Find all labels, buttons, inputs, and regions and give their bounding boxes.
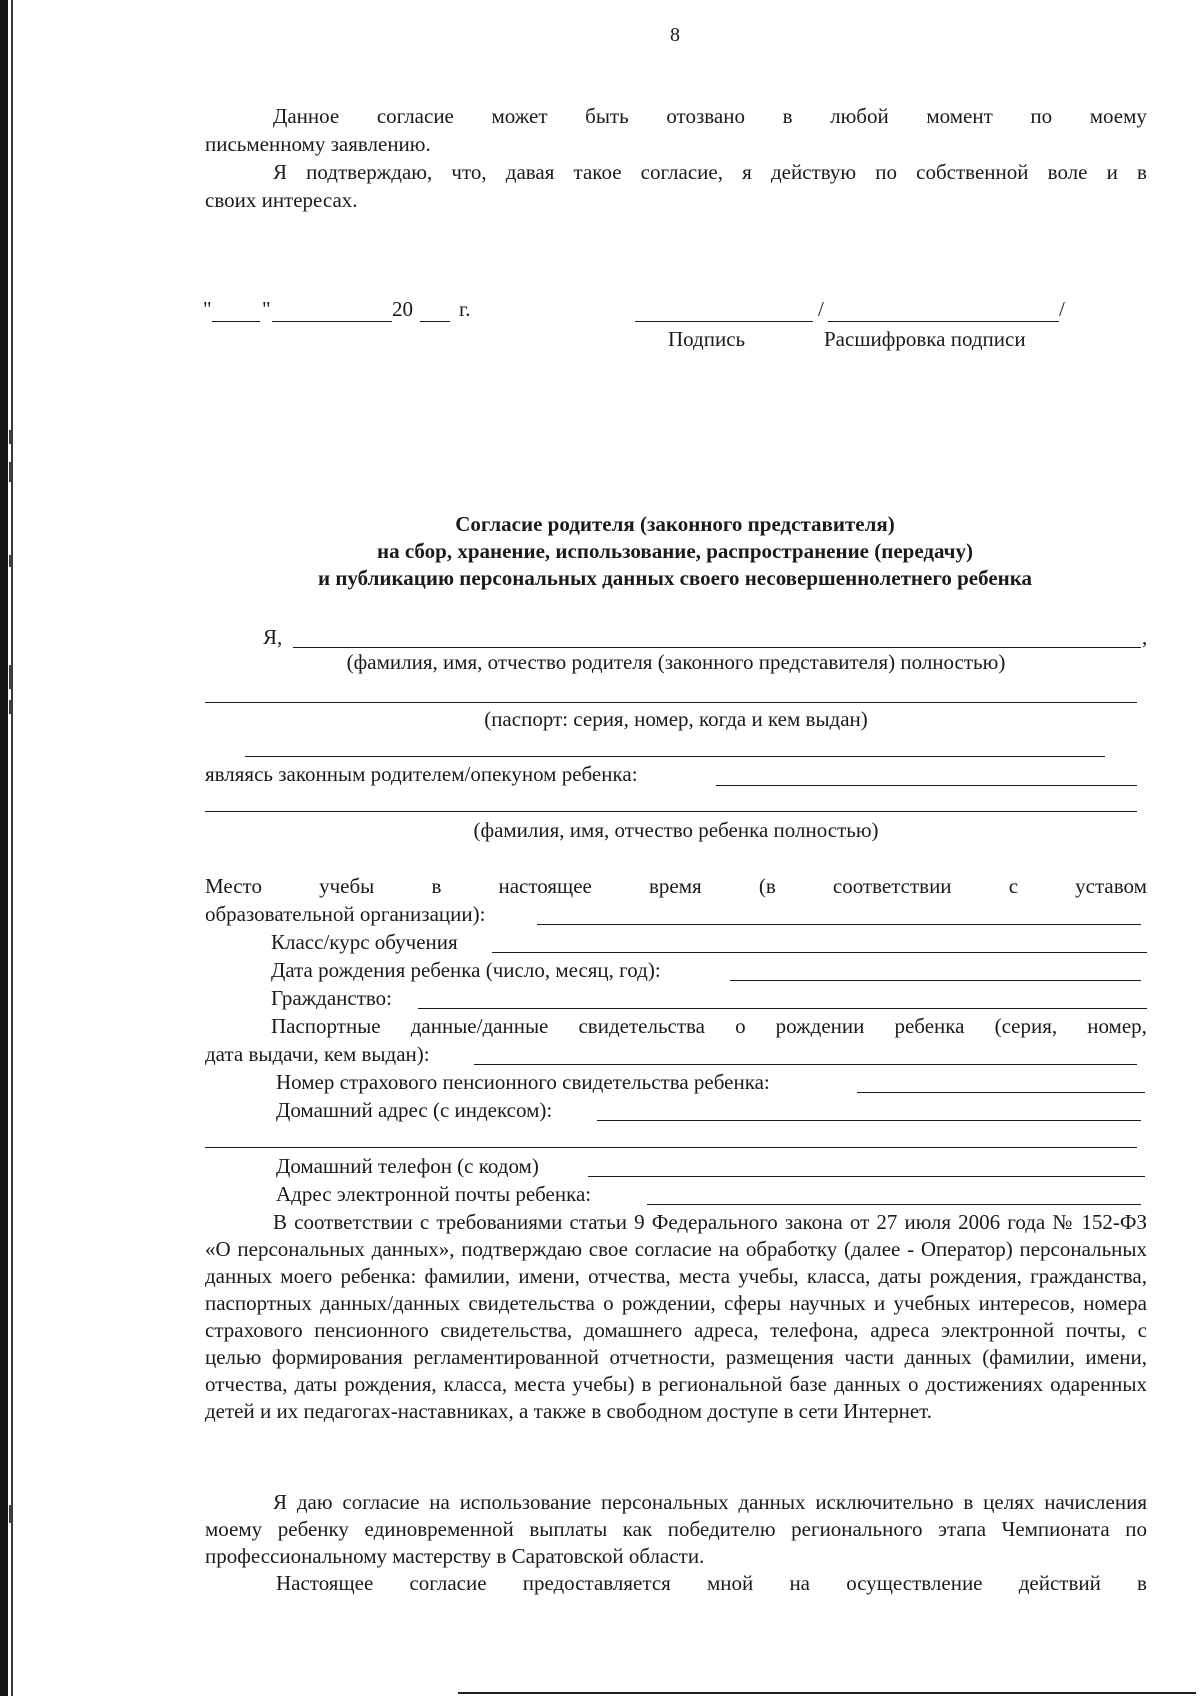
usage-paragraph: Я даю согласие на использование персональных данных исключительно в целях начисления моему ребенку единовременной выплаты как победителю регионального этапа Чемпионата по профессиональному мастерству в Саратовской области. [205, 1490, 1147, 1568]
snils-label: Номер страхового пенсионного свидетельства ребенка: [276, 1070, 770, 1094]
parent-name-caption: (фамилия, имя, отчество родителя (законного представителя) полностью) [346, 650, 1006, 674]
intro-line-2: Я подтверждаю, что, давая такое согласие, я действую по собственной воле и в [273, 160, 1147, 184]
address-field-2[interactable] [205, 1147, 1137, 1148]
class-label: Класс/курс обучения [271, 930, 458, 954]
intro-line-1: Данное согласие может быть отозвано в любой момент по моему [273, 104, 1147, 128]
documents-field[interactable] [474, 1064, 1137, 1065]
bottom-rule [458, 1692, 1196, 1694]
scan-mark [9, 700, 11, 714]
documents-line: Паспортные данные/данные свидетельства о рождении ребенка (серия, номер, [271, 1014, 1147, 1038]
snils-field[interactable] [857, 1092, 1145, 1093]
title-line-1: Согласие родителя (законного представителя) [455, 512, 895, 536]
birth-date-field[interactable] [730, 980, 1141, 981]
scan-mark [9, 665, 11, 689]
documents-label: дата выдачи, кем выдан): [205, 1042, 430, 1066]
consent-paragraph: В соответствии с требованиями статьи 9 Федерального закона от 27 июля 2006 года № 152-ФЗ «О персональных данных», подтверждаю свое согласие на обработку (далее - Оператор) персональных данных моего ребенка: фамилии, имени, отчества, места учебы, класса, даты рождения, гражданства, паспортных данных/данных свидетельства о рождении, сферы научных и учебных интересов, номера страхового пенсионного свидетельства, домашнего адреса, телефона, адреса электронной почты, с целью формирования регламентированной отчетности, размещения части данных (фамилии, имени, отчества, даты рождения, класса, места учебы) в региональной базе данных о достижениях одаренных детей и их педагогах-наставниках, а также в свободном доступе в сети Интернет. [205, 1210, 1147, 1423]
child-name-field[interactable] [716, 785, 1137, 786]
passport-field[interactable] [205, 702, 1137, 703]
study-place-label: образовательной организации): [205, 902, 486, 926]
signature-decode-label: Расшифровка подписи [824, 327, 1026, 351]
citizenship-field[interactable] [418, 1008, 1147, 1009]
passport-caption: (паспорт: серия, номер, когда и кем выдан) [484, 707, 868, 731]
address-field[interactable] [597, 1120, 1141, 1121]
parent-name-field[interactable] [293, 647, 1141, 648]
signature-label: Подпись [668, 327, 746, 351]
child-name-field-2[interactable] [205, 811, 1137, 812]
child-name-caption: (фамилия, имя, отчество ребенка полностью) [473, 818, 879, 842]
title-line-3: и публикацию персональных данных своего несовершеннолетнего ребенка [317, 566, 1033, 590]
study-place-line: Место учебы в настоящее время (в соответствии с уставом [205, 874, 1147, 898]
page-number: 8 [670, 24, 680, 46]
phone-label: Домашний телефон (с кодом) [276, 1154, 539, 1178]
birth-date-label: Дата рождения ребенка (число, месяц, год): [271, 958, 661, 982]
scan-edge [0, 0, 8, 1696]
address-label: Домашний адрес (с индексом): [276, 1098, 553, 1122]
passport-field-2[interactable] [245, 756, 1105, 757]
email-field[interactable] [647, 1204, 1141, 1205]
phone-field[interactable] [588, 1176, 1145, 1177]
class-field[interactable] [492, 952, 1147, 953]
i-label: Я, [263, 625, 283, 649]
citizenship-label: Гражданство: [271, 986, 392, 1010]
document-title [0, 511, 1200, 592]
study-place-field[interactable] [537, 924, 1141, 925]
title-line-2: на сбор, хранение, использование, распространение (передачу) [376, 539, 974, 563]
intro-line-2-end: своих интересах. [205, 188, 358, 212]
i-comma: , [1142, 625, 1148, 649]
scan-mark [9, 430, 11, 444]
final-line: Настоящее согласие предоставляется мной на осуществление действий в [276, 1571, 1147, 1595]
intro-line-1-end: письменному заявлению. [205, 132, 431, 156]
scan-mark [9, 1505, 11, 1523]
email-label: Адрес электронной почты ребенка: [276, 1182, 592, 1206]
scan-mark [9, 462, 11, 482]
scan-edge-line [11, 0, 13, 1696]
guardian-label: являясь законным родителем/опекуном ребенка: [205, 762, 638, 786]
